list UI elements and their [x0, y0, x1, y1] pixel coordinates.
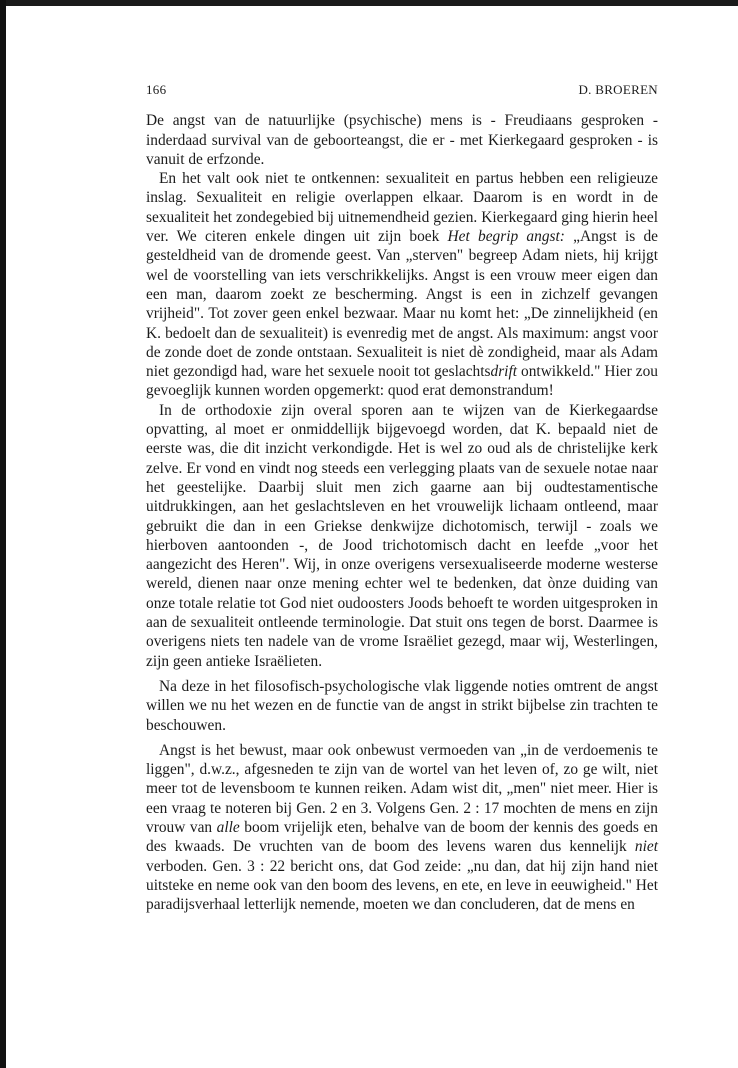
italic-text: niet: [634, 838, 658, 856]
paragraph-text: boom vrijelijk eten, behalve van de boom der kennis des goeds en des kwaads. De vruchten van de boom des levens waren dus kennelijk: [146, 818, 658, 856]
scan-border-top: [0, 0, 738, 6]
paragraph-text: Na deze in het filosofisch-psychologische vlak liggende noties omtrent de angst willen we nu het wezen en de functie van de angst in strikt bijbelse zin trachten te beschouwen.: [146, 677, 658, 734]
paragraph: [146, 401, 658, 671]
body-text: [146, 111, 658, 914]
book-page: [146, 80, 658, 914]
paragraph: [146, 169, 658, 401]
scan-border-left: [0, 0, 6, 1068]
italic-text: alle: [216, 818, 240, 836]
running-head-author: D. BROEREN: [578, 82, 658, 97]
paragraph-text: ontwikkeld." Hier zou gevoeglijk kunnen worden opgemerkt: quod erat demonstrandum!: [146, 363, 658, 400]
paragraph-text: „Angst is de gesteldheid van de dromende geest. Van „sterven" begreep Adam niets, hij krijgt wel de voorstelling van iets verschrikkelijks. Angst is een vrouw meer eigen dan een man, daarom zoekt ze bescherming. Angst is een in zichzelf gevangen vrijheid". Tot zover geen enkel bezwaar. Maar nu komt het: „De zinnelijkheid (en K. bedoelt dan de sexualiteit) is evenredig met de angst. Als maximum: angst voor de zonde doet de zonde ontstaan. Sexualiteit is niet dè zondigheid, maar als Adam niet gezondigd had, ware het sexuele nooit tot geslachts: [146, 228, 659, 381]
paragraph: [146, 741, 658, 915]
italic-text: Het begrip angst:: [447, 228, 565, 246]
paragraph-text: En het valt ook niet te ontkennen: sexualiteit en partus hebben een religieuze inslag. Sexualiteit en religie overlappen elkaar. Daarom is en wordt in de sexualiteit het zondegebied bij uitnemendheid gezien. Kierkegaard ging hierin heel ver. We citeren enkele dingen uit zijn boek: [146, 170, 658, 246]
italic-text: drift: [490, 363, 518, 381]
running-head: [146, 80, 658, 99]
paragraph: [146, 677, 658, 735]
paragraph-text: De angst van de natuurlijke (psychische) mens is - Freudiaans gesproken - inderdaad survival van de geboorteangst, die er - met Kierkegaard gesproken - is vanuit de erfzonde.: [146, 112, 658, 168]
page-number: 166: [146, 82, 167, 97]
paragraph-text: Angst is het bewust, maar ook onbewust vermoeden van „in de verdoemenis te liggen", d.w.z., afgesneden te zijn van de wortel van het leven of, zo ge wilt, niet meer tot de levensboom te kunnen reiken. Adam wist dit, „men" niet meer. Hier is een vraag te noteren bij Gen. 2 en 3. Volgens Gen. 2 : 17 mochten de mens en zijn vrouw van: [146, 741, 658, 836]
paragraph-text: verboden. Gen. 3 : 22 bericht ons, dat God zeide: „nu dan, dat hij zijn hand niet uitsteke en neme ook van den boom des levens, en ete, en leve in eeuwigheid." Het paradijsverhaal letterlijk nemende, moeten we dan concluderen, dat de mens en: [146, 857, 658, 914]
paragraph: [146, 111, 658, 169]
paragraph-text: In de orthodoxie zijn overal sporen aan te wijzen van de Kierkegaardse opvatting, al moet er onmiddellijk bijgevoegd worden, dat K. bepaald niet de eerste was, die dit inzicht verkondigde. Het is wel zo oud als de christelijke kerk zelve. Er vond en vindt nog steeds een verlegging plaats van de sexuele notae naar het geestelijke. Daarbij sluit men zich gaarne aan bij oudtestamentische uitdrukkingen, aan het geslachtsleven en het vrouwelijk lichaam ontleend, maar gebruikt die dan in een Griekse denkwijze dichotomisch, terwijl - zoals we hierboven aantoonden -, de Jood trichotomisch dacht en leefde „voor het aangezicht des Heren". Wij, in onze overigens versexualiseerde moderne westerse wereld, dienen naar onze mening echter wel te bedenken, dat ònze duiding van onze totale relatie tot God niet oudoosters Joods behoeft te worden uitgesproken in aan de sexualiteit ontleende terminologie. Dat stuit ons tegen de borst. Daarmee is overigens niets ten nadele van de vrome Israëliet gezegd, maar wij, Westerlingen, zijn geen antieke Israëlieten.: [146, 401, 658, 670]
